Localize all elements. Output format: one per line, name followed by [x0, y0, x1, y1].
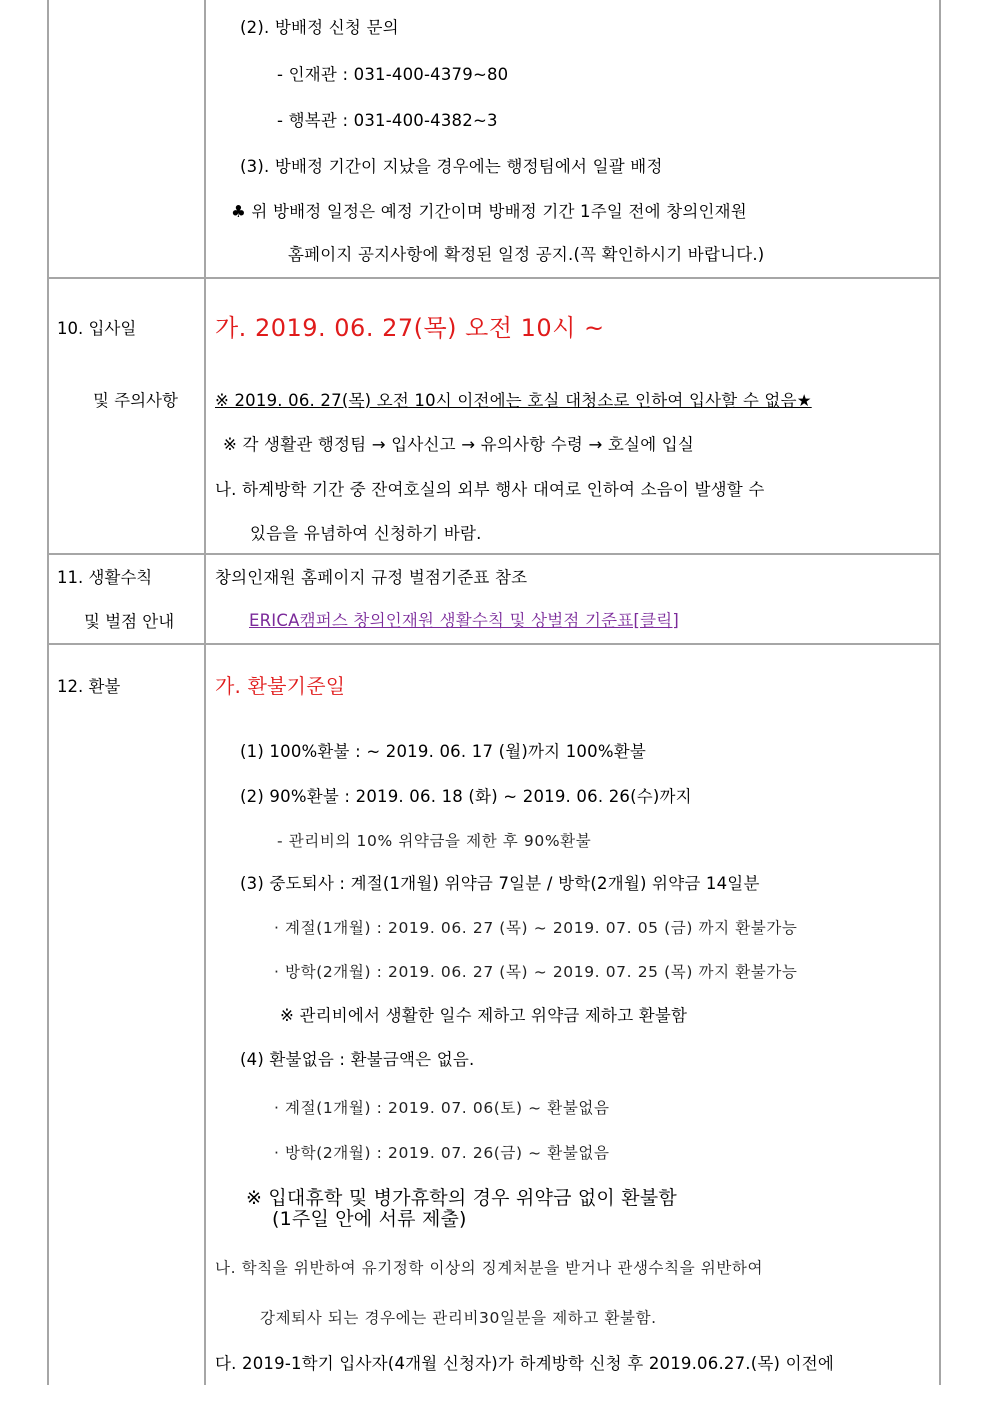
table-left-border: [47, 0, 49, 1385]
military-leave-note-2: (1주일 안에 서류 제출): [272, 1208, 467, 1230]
refund-rule-3-vacation: · 방학(2개월) : 2019. 06. 27 (목) ~ 2019. 07. 25 (목) 까지 환불가능: [274, 963, 798, 981]
room-assign-deadline: (3). 방배정 기간이 지났을 경우에는 행정팀에서 일괄 배정: [240, 157, 663, 176]
table-column-divider: [204, 0, 206, 1385]
refund-criteria-heading: 가. 환불기준일: [215, 674, 346, 698]
discipline-refund-line1: 나. 학칙을 위반하여 유기정학 이상의 징계처분을 받거나 관생수칙을 위반하여: [215, 1259, 764, 1277]
section-10-sublabel: 및 주의사항: [93, 391, 178, 410]
move-in-warning: ※ 2019. 06. 27(목) 오전 10시 이전에는 호실 대청소로 인하여 입사할 수 없음★: [215, 391, 812, 410]
haengbok-hall-phone: - 행복관 : 031-400-4382~3: [277, 111, 498, 130]
move-in-procedure: ※ 각 생활관 행정팀 → 입사신고 → 유의사항 수령 → 호실에 입실: [223, 435, 695, 454]
section-11-label: 11. 생활수칙: [57, 568, 153, 587]
noise-notice-line1: 나. 하계방학 기간 중 잔여호실의 외부 행사 대여로 인하여 소음이 발생할 수: [215, 480, 765, 499]
refund-rule-2-detail: - 관리비의 10% 위약금을 제한 후 90%환불: [277, 832, 592, 850]
noise-notice-line2: 있음을 유념하여 신청하기 바람.: [250, 524, 482, 543]
refund-rule-1: (1) 100%환불 : ~ 2019. 06. 17 (월)까지 100%환불: [240, 742, 646, 761]
rules-link[interactable]: ERICA캠퍼스 창의인재원 생활수칙 및 상벌점 기준표[클릭]: [249, 611, 679, 630]
move-in-date: 가. 2019. 06. 27(목) 오전 10시 ~: [215, 314, 605, 342]
table-right-border: [939, 0, 941, 1385]
row-divider-10-11: [47, 553, 941, 555]
refund-rule-4-season: · 계절(1개월) : 2019. 07. 06(토) ~ 환불없음: [274, 1099, 610, 1117]
room-assign-inquiry: (2). 방배정 신청 문의: [240, 18, 399, 37]
refund-rule-3-note: ※ 관리비에서 생활한 일수 제하고 위약금 제하고 환불함: [280, 1006, 688, 1025]
row-divider-9-10: [47, 277, 941, 279]
semester-resident-note: 다. 2019-1학기 입사자(4개월 신청자)가 하계방학 신청 후 2019.06.27.(목) 이전에: [215, 1354, 835, 1373]
row-divider-11-12: [47, 643, 941, 645]
schedule-note-line1: ♣ 위 방배정 일정은 예정 기간이며 방배정 기간 1주일 전에 창의인재원: [231, 202, 747, 221]
refund-rule-3: (3) 중도퇴사 : 계절(1개월) 위약금 7일분 / 방학(2개월) 위약금 14일분: [240, 874, 760, 893]
military-leave-note: ※ 입대휴학 및 병가휴학의 경우 위약금 없이 환불함: [246, 1187, 677, 1209]
refund-rule-4: (4) 환불없음 : 환불금액은 없음.: [240, 1050, 475, 1069]
injae-hall-phone: - 인재관 : 031-400-4379~80: [277, 65, 509, 84]
rules-reference: 창의인재원 홈페이지 규정 벌점기준표 참조: [215, 568, 528, 587]
section-10-label: 10. 입사일: [57, 319, 137, 338]
discipline-refund-line2: 강제퇴사 되는 경우에는 관리비30일분을 제하고 환불함.: [260, 1309, 657, 1327]
schedule-note-line2: 홈페이지 공지사항에 확정된 일정 공지.(꼭 확인하시기 바랍니다.): [288, 245, 765, 264]
refund-rule-4-vacation: · 방학(2개월) : 2019. 07. 26(금) ~ 환불없음: [274, 1144, 610, 1162]
refund-rule-3-season: · 계절(1개월) : 2019. 06. 27 (목) ~ 2019. 07. 05 (금) 까지 환불가능: [274, 919, 798, 937]
section-11-sublabel: 및 벌점 안내: [84, 612, 175, 631]
refund-rule-2: (2) 90%환불 : 2019. 06. 18 (화) ~ 2019. 06. 26(수)까지: [240, 787, 692, 806]
section-12-label: 12. 환불: [57, 677, 121, 696]
